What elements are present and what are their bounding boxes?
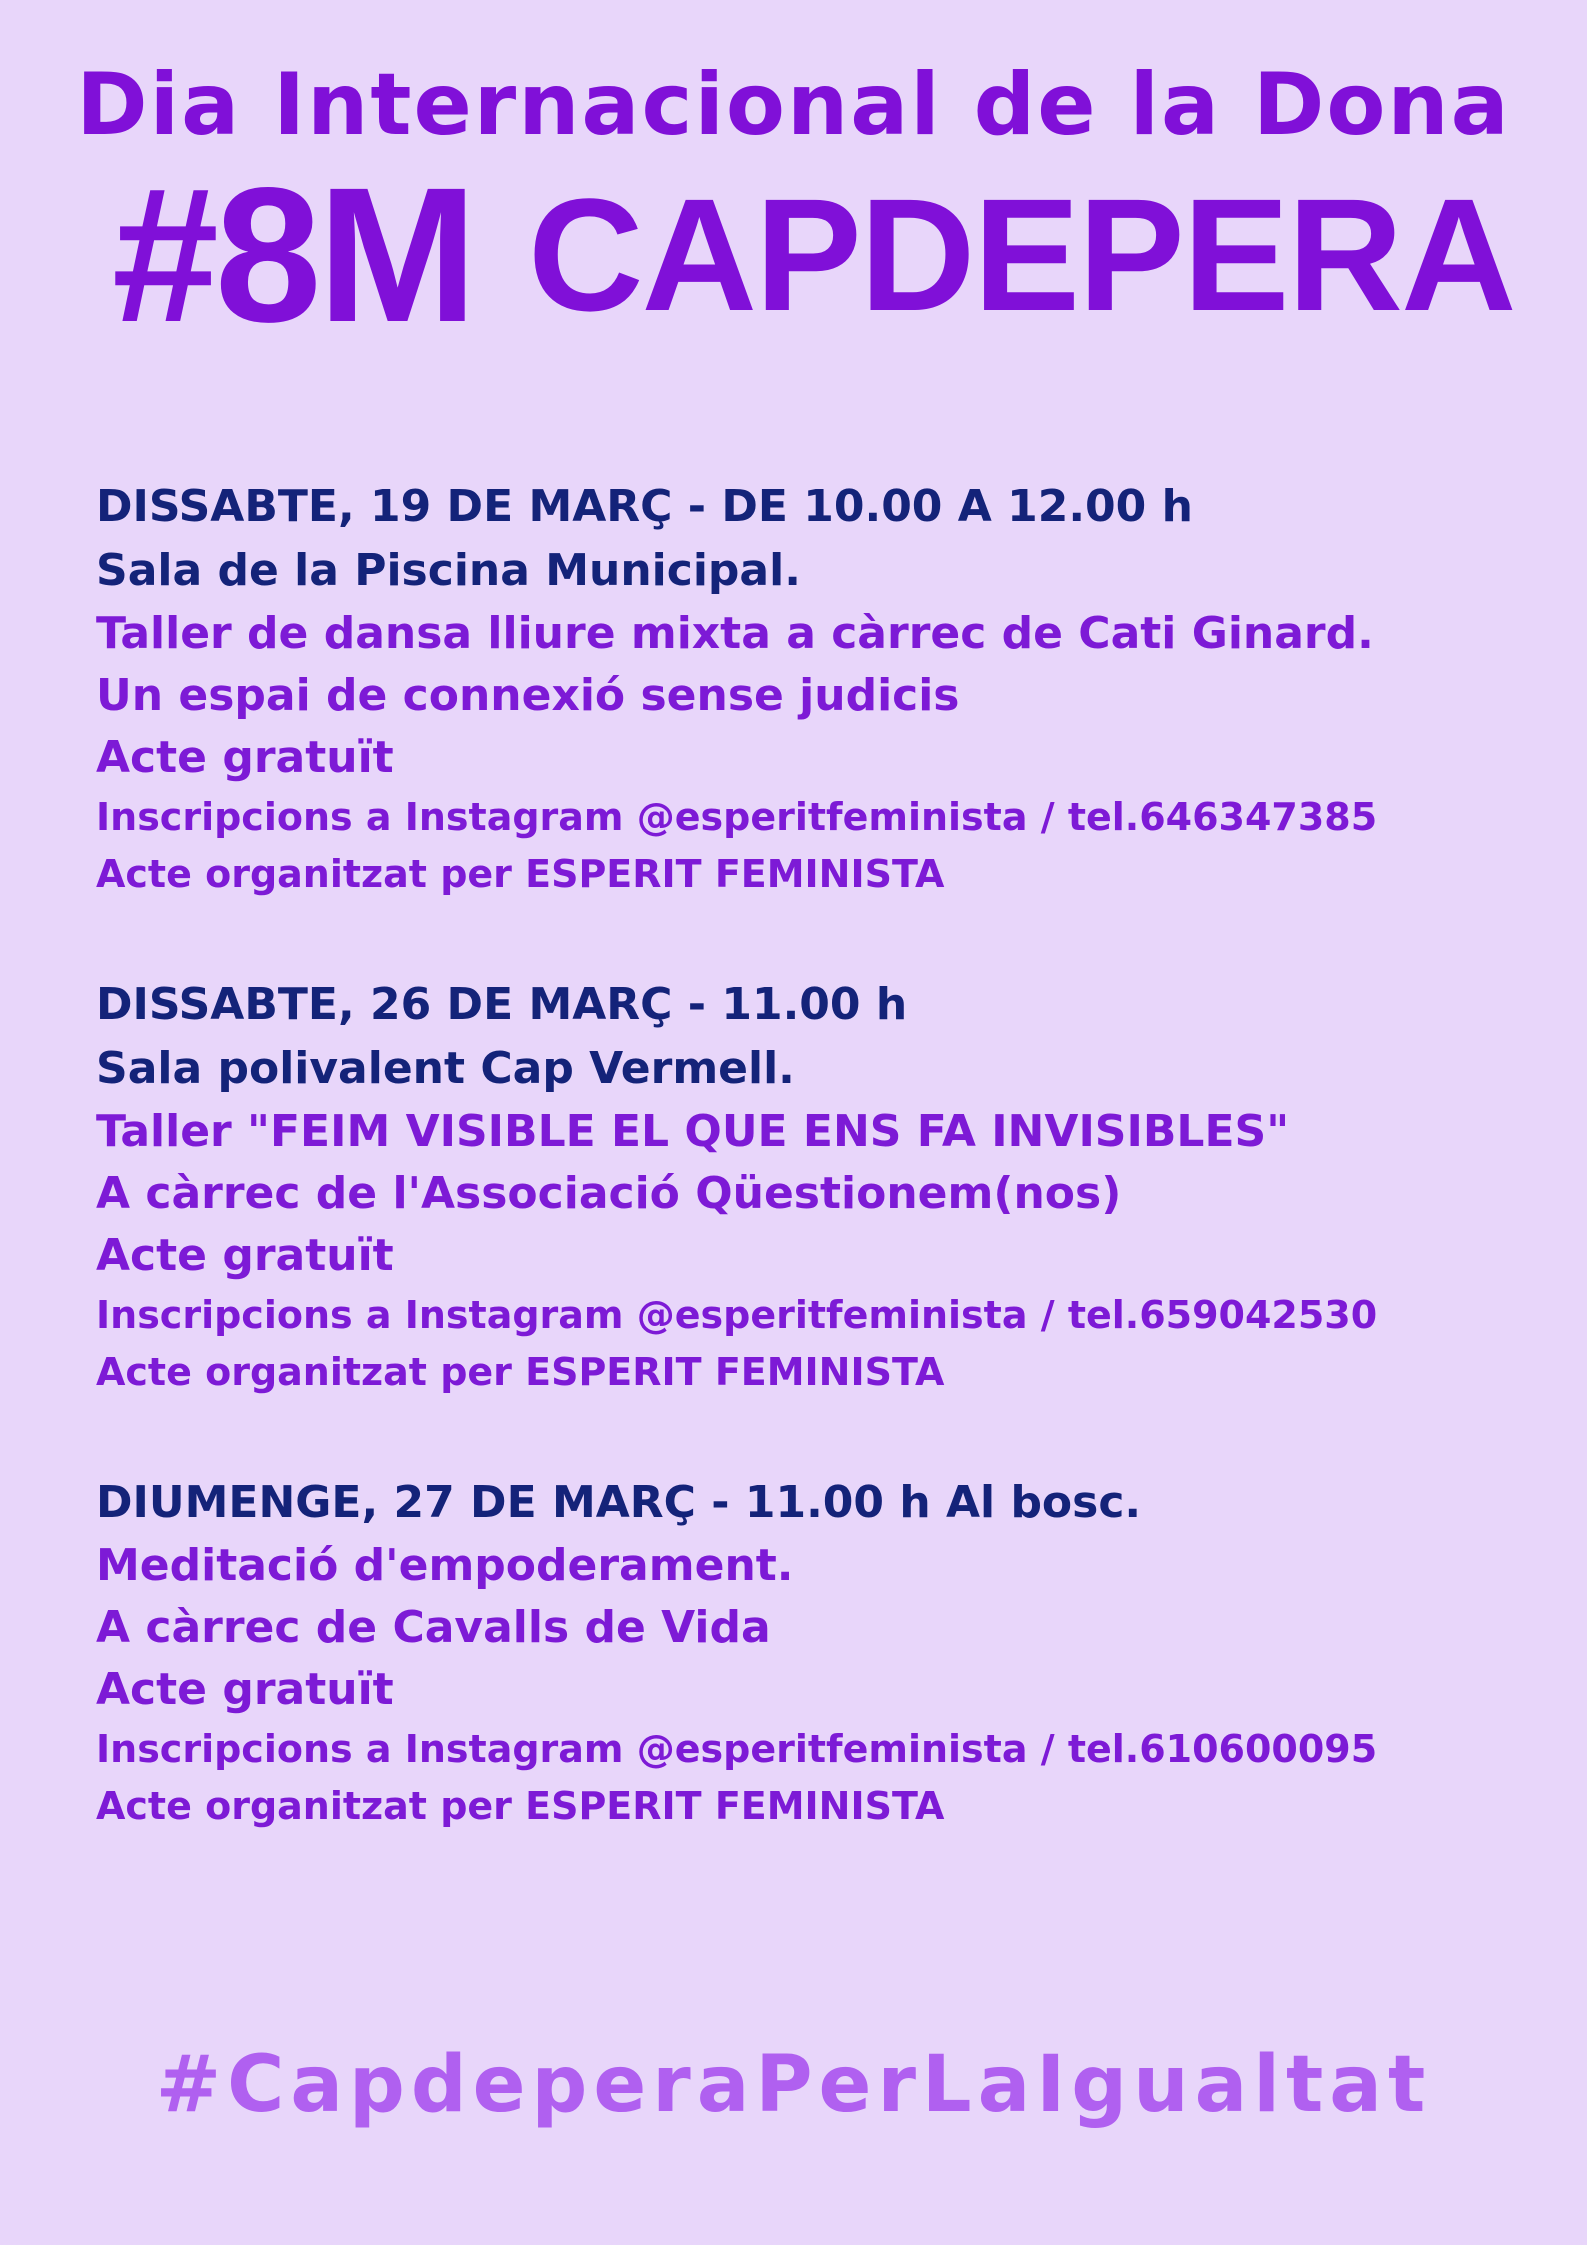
event-detail: A càrrec de l'Associació Qüestionem(nos)	[96, 1168, 1122, 1219]
event-price: Acte gratuït	[96, 1664, 394, 1715]
event-3	[96, 1471, 1516, 1835]
event-detail: Un espai de connexió sense judicis	[96, 670, 960, 721]
headline-town: CAPDEPERA	[528, 165, 1515, 344]
event-organizer: Acte organitzat per ESPERIT FEMINISTA	[96, 1350, 945, 1394]
event-activity: Taller "FEIM VISIBLE EL QUE ENS FA INVISIBLES"	[96, 1106, 1290, 1157]
event-place: Sala de la Piscina Municipal.	[96, 545, 801, 596]
event-price: Acte gratuït	[96, 732, 394, 783]
event-date: DISSABTE, 26 DE MARÇ - 11.00 h	[96, 979, 908, 1030]
event-date: DISSABTE, 19 DE MARÇ - DE 10.00 A 12.00 h	[96, 481, 1193, 532]
event-signup: Inscripcions a Instagram @esperitfeminista / tel.610600095	[96, 1727, 1378, 1771]
event-price: Acte gratuït	[96, 1230, 394, 1281]
event-place: Sala polivalent Cap Vermell.	[96, 1043, 795, 1094]
event-2	[96, 973, 1516, 1401]
event-signup: Inscripcions a Instagram @esperitfeminista / tel.659042530	[96, 1293, 1378, 1337]
event-activity: Meditació d'empoderament.	[96, 1540, 794, 1591]
event-organizer: Acte organitzat per ESPERIT FEMINISTA	[96, 852, 945, 896]
event-1	[96, 475, 1516, 903]
event-activity: Taller de dansa lliure mixta a càrrec de Cati Ginard.	[96, 608, 1374, 659]
events-list	[96, 475, 1516, 1905]
event-detail: A càrrec de Cavalls de Vida	[96, 1602, 771, 1653]
poster-subtitle: Dia Internacional de la Dona	[76, 55, 1511, 155]
event-signup: Inscripcions a Instagram @esperitfeminista / tel.646347385	[96, 795, 1378, 839]
footer-hashtag: #CapdeperaPerLaIgualtat	[155, 2040, 1432, 2130]
event-organizer: Acte organitzat per ESPERIT FEMINISTA	[96, 1784, 945, 1828]
event-date: DIUMENGE, 27 DE MARÇ - 11.00 h Al bosc.	[96, 1477, 1142, 1528]
headline-tag: #8M	[112, 147, 474, 362]
